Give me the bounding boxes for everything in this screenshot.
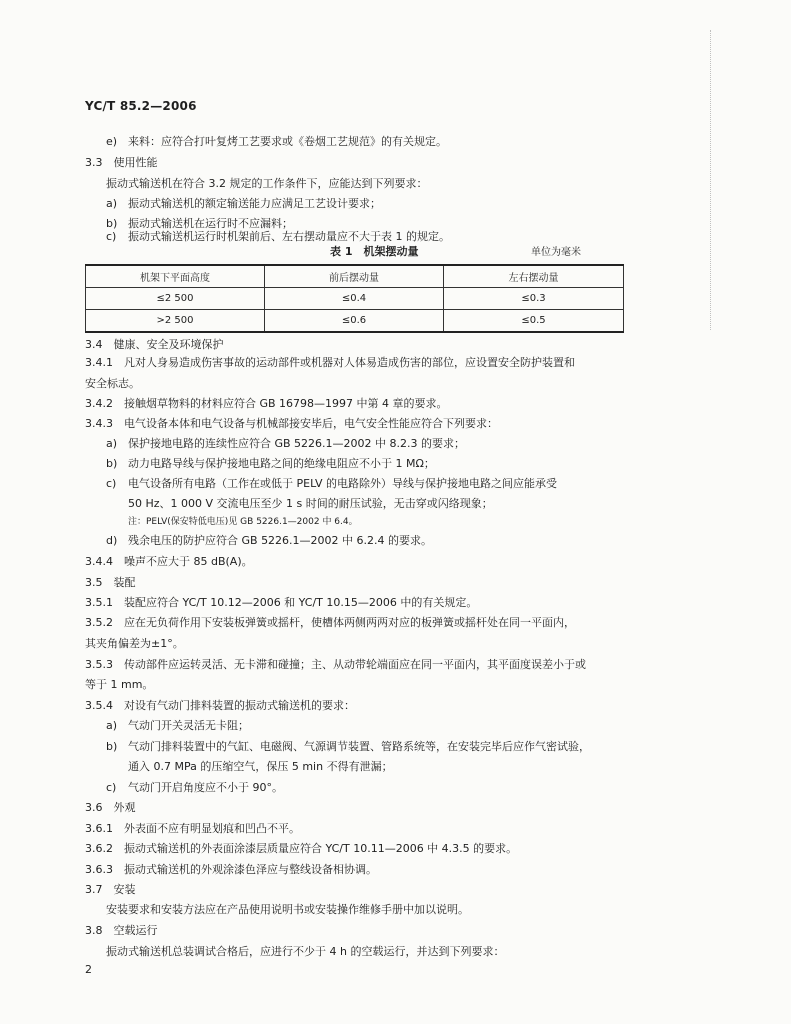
- item-text: 振动式输送机在运行时不应漏料；: [128, 217, 293, 230]
- section-3-7-title: 3.7 安装: [85, 883, 136, 896]
- item-text: 振动式输送机的额定输送能力应满足工艺设计要求；: [128, 197, 381, 210]
- table-cell: ≤0.3: [444, 288, 624, 310]
- label-c: c): [106, 477, 117, 490]
- item-text: 残余电压的防护应符合 GB 5226.1—2002 中 6.2.4 的要求。: [128, 534, 433, 547]
- table-header-cell: 前后摆动量: [265, 265, 444, 288]
- item-text: 保护接地电路的连续性应符合 GB 5226.1—2002 中 8.2.3 的要求；: [128, 437, 466, 450]
- section-3-5-2-line2: 其夹角偏差为±1°。: [85, 637, 184, 650]
- table-cell: ≤0.4: [265, 288, 444, 310]
- table-cell: >2 500: [86, 310, 265, 333]
- table-cell: ≤0.5: [444, 310, 624, 333]
- section-3-6-1: 3.6.1 外表面不应有明显划痕和凹凸不平。: [85, 822, 300, 835]
- section-3-4-3: 3.4.3 电气设备本体和电气设备与机械部接安毕后，电气安全性能应符合下列要求：: [85, 417, 498, 430]
- table-1-caption: 表 1 机架摆动量: [330, 245, 419, 258]
- section-3-4-3-item-a: [106, 435, 465, 451]
- label-b: b): [106, 740, 118, 753]
- label-c: c): [106, 781, 117, 794]
- standard-header: YC/T 85.2—2006: [85, 99, 197, 113]
- section-3-3-item-a: [106, 195, 381, 211]
- section-3-6-3: 3.6.3 振动式输送机的外观涂漆色泽应与整线设备相协调。: [85, 863, 377, 876]
- label-b: b): [106, 217, 118, 230]
- section-3-5-2-line1: 3.5.2 应在无负荷作用下安装板弹簧或摇杆，使槽体两侧两两对应的板弹簧或摇杆处在同一平面内，: [85, 616, 575, 629]
- table-row: [86, 310, 624, 333]
- section-3-4-3-item-c: [106, 475, 557, 491]
- section-3-5-title: 3.5 装配: [85, 576, 136, 589]
- page-number: 2: [85, 963, 92, 976]
- section-3-5-4-item-a: [106, 717, 249, 733]
- section-3-6-2: 3.6.2 振动式输送机的外表面涂漆层质量应符合 YC/T 10.11—2006 中 4.3.5 的要求。: [85, 842, 518, 855]
- section-3-5-1: 3.5.1 装配应符合 YC/T 10.12—2006 和 YC/T 10.15—2006 中的有关规定。: [85, 596, 478, 609]
- label-a: a): [106, 437, 118, 450]
- label-d: d): [106, 534, 118, 547]
- section-3-4-title: 3.4 健康、安全及环境保护: [85, 338, 224, 351]
- item-text: 气动门排料装置中的气缸、电磁阀、气源调节装置、管路系统等，在安装完毕后应作气密试验，: [128, 740, 590, 753]
- section-3-5-3-line2: 等于 1 mm。: [85, 678, 154, 691]
- section-3-5-3-line1: 3.5.3 传动部件应运转灵活、无卡滞和碰撞；主、从动带轮端面应在同一平面内，其平面度误差小于或: [85, 658, 586, 671]
- section-3-5-4-item-c: [106, 779, 283, 795]
- item-text: 电气设备所有电路（工作在或低于 PELV 的电路除外）导线与保护接地电路之间应能承受: [128, 477, 558, 490]
- table-header-cell: 左右摆动量: [444, 265, 624, 288]
- section-3-4-1-line2: 安全标志。: [85, 377, 140, 390]
- section-3-4-3-item-c-cont: 50 Hz、1 000 V 交流电压至少 1 s 时间的耐压试验，无击穿或闪络现象；: [128, 497, 493, 510]
- section-3-6-title: 3.6 外观: [85, 801, 136, 814]
- section-3-5-4-item-b: [106, 738, 590, 754]
- section-3-4-3-item-d: [106, 532, 432, 548]
- section-3-4-4: 3.4.4 噪声不应大于 85 dB(A)。: [85, 555, 253, 568]
- scan-artifact-dotted-line: [710, 30, 713, 330]
- section-3-5-4-item-b-cont: 通入 0.7 MPa 的压缩空气，保压 5 min 不得有泄漏；: [128, 760, 393, 773]
- label-a: a): [106, 197, 118, 210]
- table-cell: ≤2 500: [86, 288, 265, 310]
- section-3-7-text: 安装要求和安装方法应在产品使用说明书或安装操作维修手册中加以说明。: [106, 903, 469, 916]
- section-3-3-title: 3.3 使用性能: [85, 156, 158, 169]
- table-header-cell: 机架下平面高度: [86, 265, 265, 288]
- section-3-4-3-note: 注：PELV(保安特低电压)见 GB 5226.1—2002 中 6.4。: [128, 517, 358, 527]
- section-3-3-intro: 振动式输送机在符合 3.2 规定的工作条件下，应能达到下列要求：: [106, 177, 428, 190]
- table-header-row: [86, 265, 624, 288]
- section-3-3-item-c: [106, 228, 450, 244]
- table-cell: ≤0.6: [265, 310, 444, 333]
- table-1: [85, 264, 624, 333]
- section-3-8-text: 振动式输送机总装调试合格后，应进行不少于 4 h 的空载运行，并达到下列要求：: [106, 945, 505, 958]
- label-a: a): [106, 719, 118, 732]
- label-b: b): [106, 457, 118, 470]
- item-text: 振动式输送机运行时机架前后、左右摆动量应不大于表 1 的规定。: [128, 230, 450, 243]
- item-text: 动力电路导线与保护接地电路之间的绝缘电阻应不小于 1 MΩ；: [128, 457, 435, 470]
- item-text: 气动门开关灵活无卡阻；: [128, 719, 249, 732]
- section-3-8-title: 3.8 空载运行: [85, 924, 158, 937]
- table-1-unit: 单位为毫米: [531, 247, 581, 258]
- label-c: c): [106, 230, 117, 243]
- section-3-5-4: 3.5.4 对设有气动门排料装置的振动式输送机的要求：: [85, 699, 355, 712]
- section-3-4-2: 3.4.2 接触烟草物料的材料应符合 GB 16798—1997 中第 4 章的要求。: [85, 397, 448, 410]
- section-3-4-1-line1: 3.4.1 凡对人身易造成伤害事故的运动部件或机器对人体易造成伤害的部位，应设置安全防护装置和: [85, 356, 575, 369]
- item-e-material: e) 来料：应符合打叶复烤工艺要求或《卷烟工艺规范》的有关规定。: [106, 135, 448, 148]
- table-row: [86, 288, 624, 310]
- section-3-4-3-item-b: [106, 455, 435, 471]
- item-text: 气动门开启角度应不小于 90°。: [128, 781, 283, 794]
